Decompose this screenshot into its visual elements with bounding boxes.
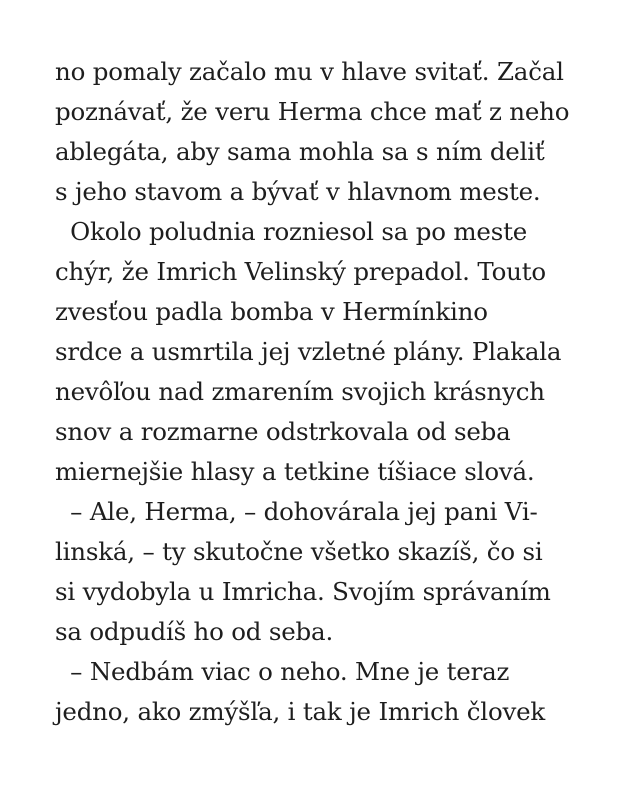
book-page-text: [55, 52, 595, 732]
text-line: sa odpudíš ho od seba.: [55, 617, 334, 646]
text-line: snov a rozmarne odstrkovala od seba: [55, 417, 511, 446]
text-line: chýr, že Imrich Velinský prepadol. Touto: [55, 257, 546, 286]
text-line: s jeho stavom a bývať v hlavnom meste.: [55, 177, 541, 206]
text-line: miernejšie hlasy a tetkine tíšiace slová.: [55, 457, 535, 486]
text-line: zvesťou padla bomba v Hermínkino: [55, 297, 488, 326]
text-line: poznávať, že veru Herma chce mať z neho: [55, 97, 570, 126]
text-line: jedno, ako zmýšľa, i tak je Imrich človek: [55, 697, 546, 726]
text-line: Okolo poludnia rozniesol sa po meste: [55, 217, 528, 246]
text-line: ablegáta, aby sama mohla sa s ním deliť: [55, 137, 545, 166]
text-line: no pomaly začalo mu v hlave svitať. Začal: [55, 57, 564, 86]
text-line: srdce a usmrtila jej vzletné plány. Plakala: [55, 337, 562, 366]
text-line: – Ale, Herma, – dohovárala jej pani Vi-: [55, 497, 538, 526]
text-line: nevôľou nad zmarením svojich krásnych: [55, 377, 545, 406]
text-line: – Nedbám viac o neho. Mne je teraz: [55, 657, 510, 686]
text-line: si vydobyla u Imricha. Svojím správaním: [55, 577, 551, 606]
text-line: linská, – ty skutočne všetko skazíš, čo si: [55, 537, 543, 566]
